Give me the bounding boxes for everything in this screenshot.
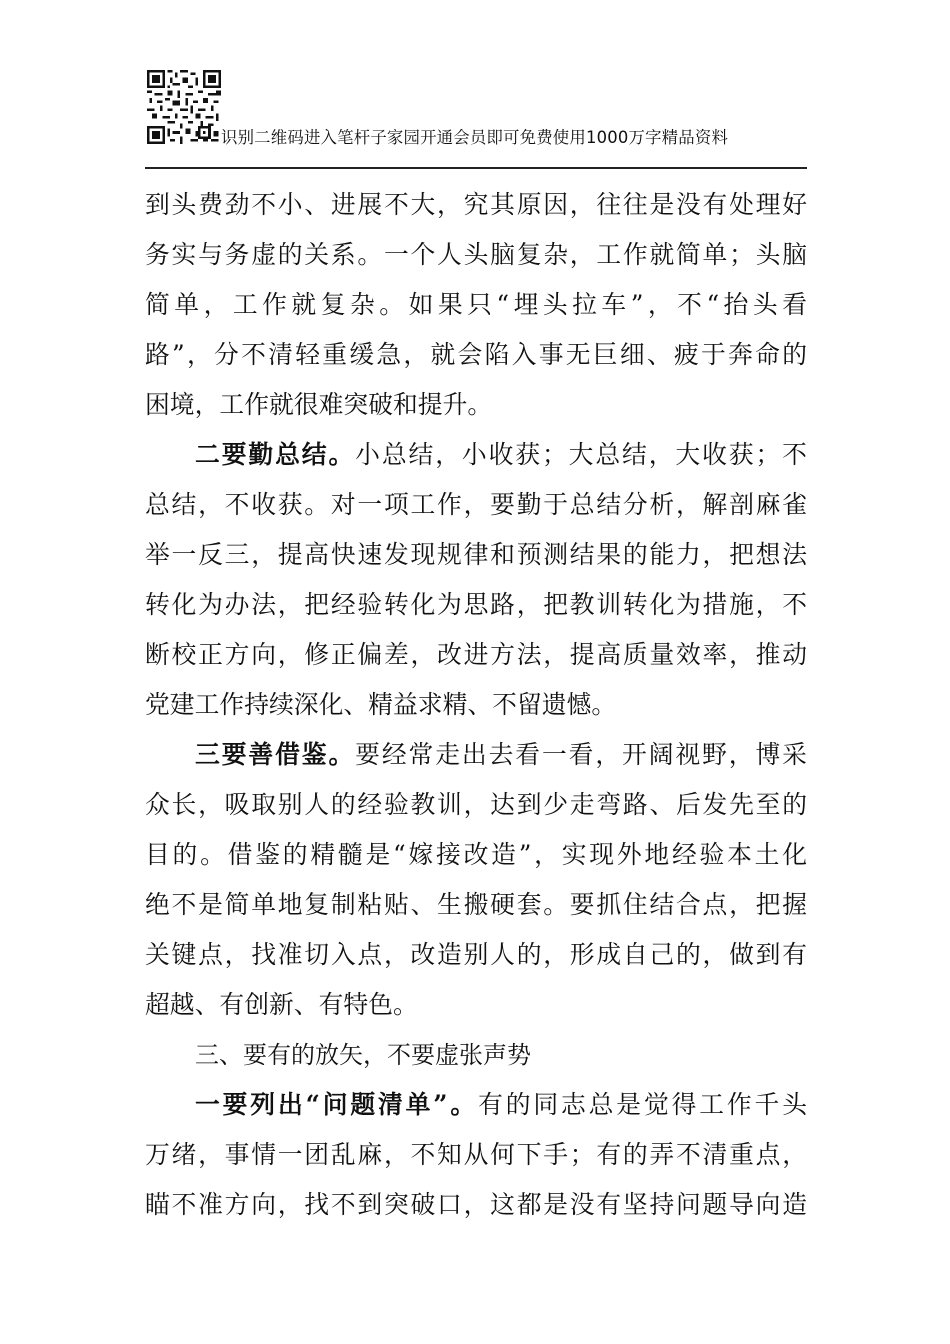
header-divider xyxy=(145,167,807,169)
text-line: 困境，工作就很难突破和提升。 xyxy=(145,390,493,419)
paragraph-lead: 三要善借鉴。 xyxy=(195,740,356,769)
paragraph-lead: 一要列出“问题清单”。 xyxy=(195,1090,479,1119)
text-line xyxy=(145,730,807,780)
text-line: 路”，分不清轻重缓急，就会陷入事无巨细、疲于奔命的 xyxy=(145,340,807,369)
text-line: 务实与务虚的关系。一个人头脑复杂，工作就简单；头脑 xyxy=(145,240,807,269)
text-line: 党建工作持续深化、精益求精、不留遗憾。 xyxy=(145,690,617,719)
text-line: 断校正方向，修正偏差，改进方法，提高质量效率，推动 xyxy=(145,640,807,669)
text-line: 关键点，找准切入点，改造别人的，形成自己的，做到有 xyxy=(145,940,807,969)
text-line: 总结，不收获。对一项工作，要勤于总结分析，解剖麻雀 xyxy=(145,490,807,519)
paragraph xyxy=(145,430,807,730)
paragraph-text: 要经常走出去看一看，开阔视野，博采 xyxy=(355,740,807,769)
promo-banner-text: 识别二维码进入笔杆子家园开通会员即可免费使用1000万字精品资料 xyxy=(221,128,729,147)
paragraph-lead: 二要勤总结。 xyxy=(195,440,356,469)
paragraph-text: 有的同志总是觉得工作千头 xyxy=(478,1090,807,1119)
text-line: 万绪，事情一团乱麻，不知从何下手；有的弄不清重点， xyxy=(145,1140,807,1169)
text-line: 转化为办法，把经验转化为思路，把教训转化为措施，不 xyxy=(145,590,807,619)
paragraph xyxy=(145,1080,807,1230)
text-line: 众长，吸取别人的经验教训，达到少走弯路、后发先至的 xyxy=(145,790,807,819)
paragraph xyxy=(145,180,807,430)
paragraph xyxy=(145,730,807,1030)
text-line: 绝不是简单地复制粘贴、生搬硬套。要抓住结合点，把握 xyxy=(145,890,807,919)
qr-code-icon[interactable] xyxy=(147,70,221,144)
text-line xyxy=(145,430,807,480)
paragraph-text: 小总结，小收获；大总结，大收获；不 xyxy=(355,440,807,469)
text-line: 举一反三，提高快速发现规律和预测结果的能力，把想法 xyxy=(145,540,807,569)
text-line: 超越、有创新、有特色。 xyxy=(145,990,418,1019)
section-heading: 三、要有的放矢，不要虚张声势 xyxy=(195,1041,531,1069)
document-body xyxy=(145,180,807,1230)
text-line xyxy=(145,1080,807,1130)
text-line: 简单，工作就复杂。如果只“埋头拉车”，不“抬头看 xyxy=(145,290,807,319)
text-line: 到头费劲不小、进展不大，究其原因，往往是没有处理好 xyxy=(145,190,807,219)
text-line: 目的。借鉴的精髓是“嫁接改造”，实现外地经验本土化 xyxy=(145,840,807,869)
text-line: 瞄不准方向，找不到突破口，这都是没有坚持问题导向造 xyxy=(145,1190,807,1219)
page-header xyxy=(145,68,807,170)
